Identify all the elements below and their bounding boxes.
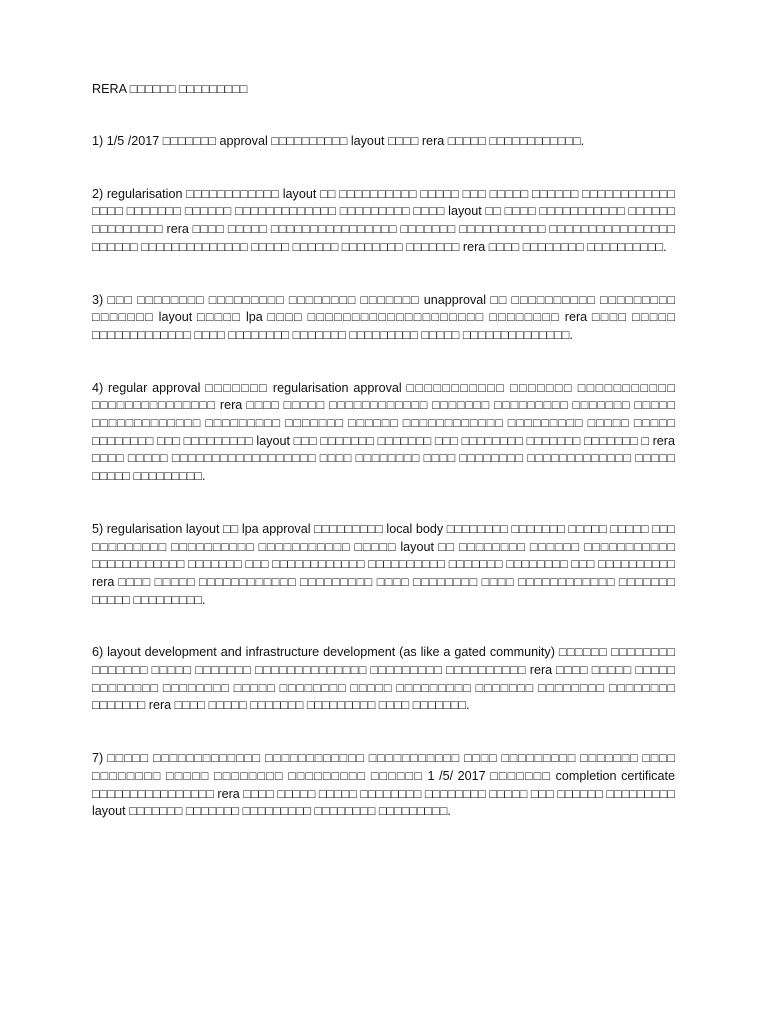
paragraph-2: 2) regularisation □□□□□□□□□□□□ layout □□ □□□□□□□□□□ □□□□□ □□□ □□□□□ □□□□□□ □□□□□□□□□□□□ □□□□ □□□□□□□ □□□□□□ □□□□□□□□□□□□□ □□□□□□□□□ □□□□ layout □□ □□□□ □□□□□□□□□□□ □□□□□□ □□□□□□□□□ rera □□□□ □□□□□ □□□□□□□□□□□□□□□□ □□□□□□□ □□□□□□□□□□□ □□□□□□□□□□□□□□□□ □□□□□□ □□□□□□□□□□□□□□ □□□□□ □□□□□□ □□□□□□□□ □□□□□□□ rera □□□□ □□□□□□□□ □□□□□□□□□□. <box>92 186 675 254</box>
paragraph-5: 5) regularisation layout □□ lpa approval □□□□□□□□□ local body □□□□□□□□ □□□□□□□ □□□□□ □□□□□ □□□ □□□□□□□□□ □□□□□□□□□□ □□□□□□□□□□□ □□□□□ layout □□ □□□□□□□□ □□□□□□ □□□□□□□□□□□ □□□□□□□□□□□□ □□□□□□□ □□□ □□□□□□□□□□□□ □□□□□□□□□□ □□□□□□□ □□□□□□□□ □□□ □□□□□□□□□□ rera □□□□ □□□□□ □□□□□□□□□□□□ □□□□□□□□□ □□□□ □□□□□□□□ □□□□ □□□□□□□□□□□□ □□□□□□□ □□□□□ □□□□□□□□□. <box>92 521 675 607</box>
paragraph-6: 6) layout development and infrastructure development (as like a gated community) □□□□□□ □□□□□□□□ □□□□□□□ □□□□□ □□□□□□□ □□□□□□□□□□□□□□ □□□□□□□□□ □□□□□□□□□□ rera □□□□ □□□□□ □□□□□ □□□□□□□□ □□□□□□□□ □□□□□ □□□□□□□□ □□□□□ □□□□□□□□□ □□□□□□□ □□□□□□□□ □□□□□□□□ □□□□□□□ rera □□□□ □□□□□ □□□□□□□ □□□□□□□□□ □□□□ □□□□□□□. <box>92 645 675 713</box>
paragraph-7: 7) □□□□□ □□□□□□□□□□□□□ □□□□□□□□□□□□ □□□□□□□□□□□ □□□□ □□□□□□□□□ □□□□□□□ □□□□ □□□□□□□□ □□□□□ □□□□□□□□ □□□□□□□□□ □□□□□□ 1 /5/ 2017 □□□□□□□ completion certificate □□□□□□□□□□□□□□□□ rera □□□□ □□□□□ □□□□□ □□□□□□□□ □□□□□□□□ □□□□□ □□□ □□□□□□ □□□□□□□□□ layout □□□□□□□ □□□□□□□ □□□□□□□□□ □□□□□□□□ □□□□□□□□□. <box>92 751 675 819</box>
document-title: RERA □□□□□□ □□□□□□□□□ <box>92 82 248 96</box>
document-page <box>92 80 675 856</box>
paragraph-1: 1) 1/5 /2017 □□□□□□□ approval □□□□□□□□□□ layout □□□□ rera □□□□□ □□□□□□□□□□□□. <box>92 134 585 148</box>
paragraph-3: 3) □□□ □□□□□□□□ □□□□□□□□□ □□□□□□□□ □□□□□□□ unapproval □□ □□□□□□□□□□ □□□□□□□□□ □□□□□□□ layout □□□□□ lpa □□□□ □□□□□□□□□□□□□□□□□□□□ □□□□□□□□ rera □□□□ □□□□□ □□□□□□□□□□□□□ □□□□ □□□□□□□□ □□□□□□□ □□□□□□□□□ □□□□□ □□□□□□□□□□□□□□. <box>92 292 675 342</box>
paragraph-4: 4) regular approval □□□□□□□ regularisation approval □□□□□□□□□□□ □□□□□□□ □□□□□□□□□□□ □□□□□□□□□□□□□□□ rera □□□□ □□□□□ □□□□□□□□□□□□ □□□□□□□ □□□□□□□□□ □□□□□□□ □□□□□ □□□□□□□□□□□□□ □□□□□□□□□ □□□□□□□ □□□□□□ □□□□□□□□□□□□ □□□□□□□□□ □□□□□ □□□□□ □□□□□□□□ □□□ □□□□□□□□□ layout □□□ □□□□□□□ □□□□□□□ □□□ □□□□□□□□ □□□□□□□ □□□□□□□ □ rera □□□□ □□□□□ □□□□□□□□□□□□□□□□□□ □□□□ □□□□□□□□ □□□□ □□□□□□□□ □□□□□□□□□□□□□ □□□□□ □□□□□ □□□□□□□□□. <box>92 380 675 484</box>
